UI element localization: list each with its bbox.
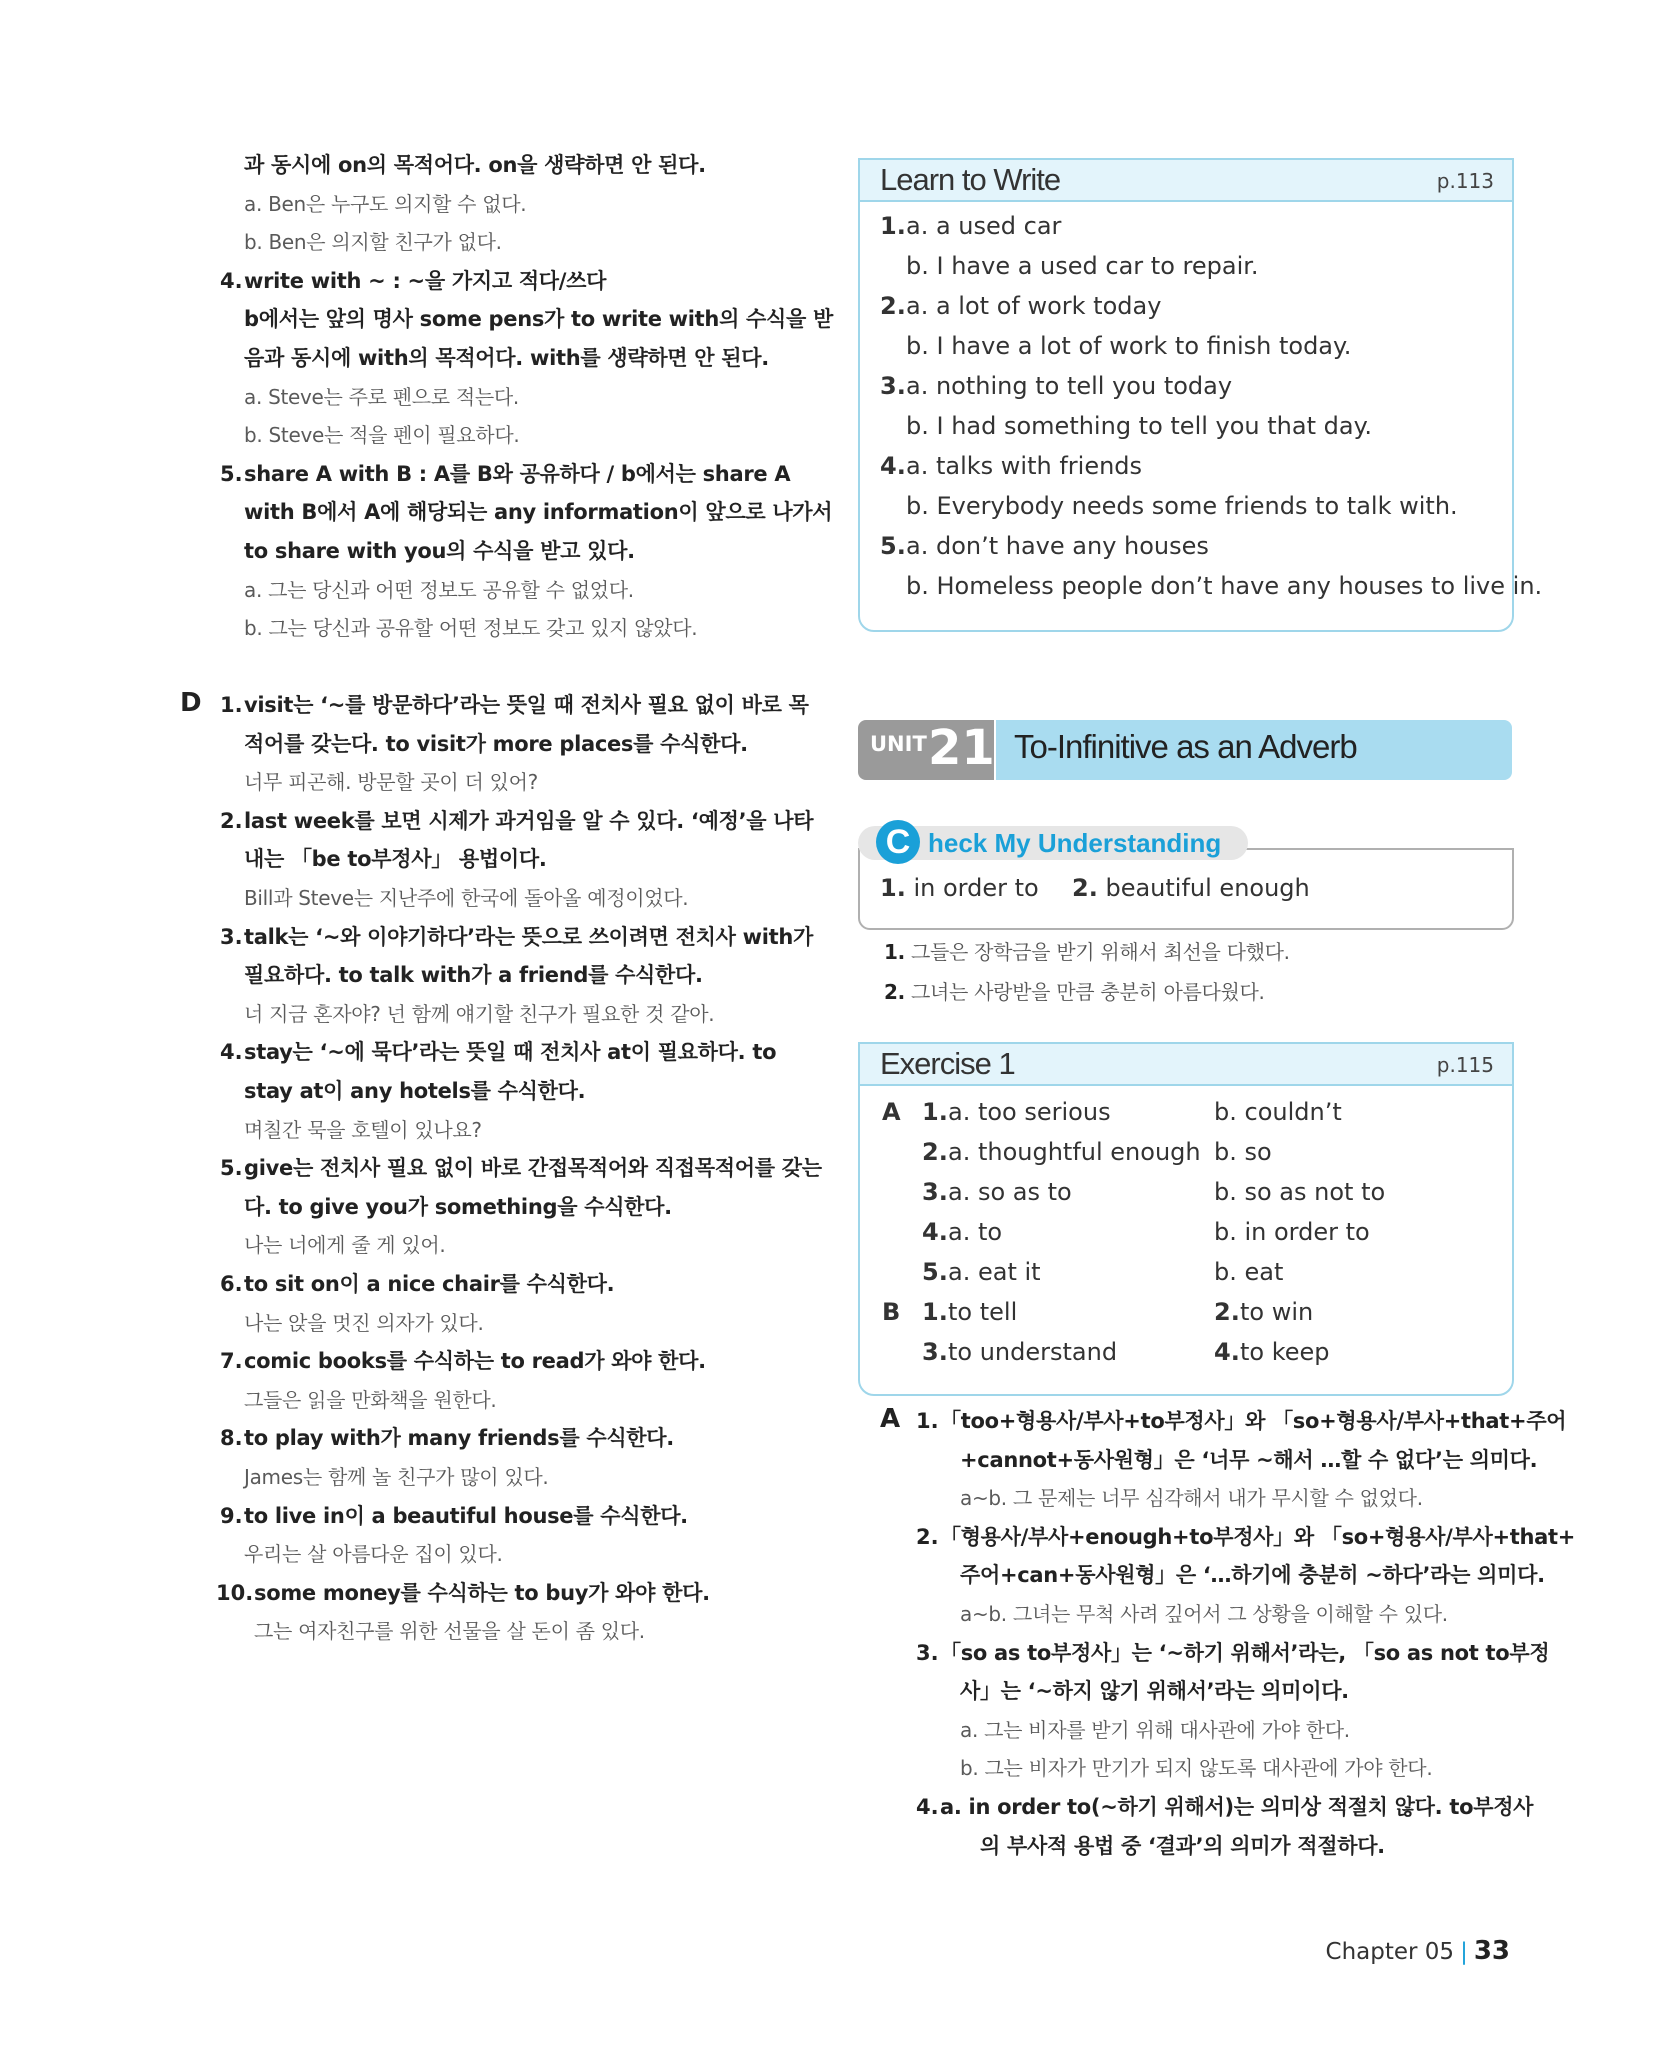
answer-number: 2. xyxy=(922,1138,948,1166)
answer-number: 1. xyxy=(922,1298,948,1326)
explanation-line: stay는 ‘~에 묵다’라는 뜻일 때 전치사 at이 필요하다. to xyxy=(244,1040,777,1065)
unit-number: 21 xyxy=(928,720,995,776)
explanation-line: 너 지금 혼자야? 넌 함께 얘기할 친구가 필요한 것 같아. xyxy=(244,1001,715,1026)
explanation-line: 내는 「be to부정사」 용법이다. xyxy=(244,847,547,872)
answer-number: 2. xyxy=(1214,1298,1240,1326)
answer-line: a. nothing to tell you today xyxy=(906,372,1233,400)
answer-b: b. eat xyxy=(1214,1258,1284,1286)
answer-number: 5. xyxy=(880,532,906,560)
explanation-line: some money를 수식하는 to buy가 와야 한다. xyxy=(254,1580,710,1605)
answer-line: a. a used car xyxy=(906,212,1062,240)
answer-a: to understand xyxy=(948,1338,1118,1366)
answer-line: b. I have a lot of work to finish today. xyxy=(906,332,1352,360)
answer-b: b. in order to xyxy=(1214,1218,1370,1246)
check-c-icon: C xyxy=(876,820,920,864)
explanation-line: b. Steve는 적을 펜이 필요하다. xyxy=(244,423,520,448)
answer-b: b. so xyxy=(1214,1138,1272,1166)
item-number: 9. xyxy=(220,1503,243,1528)
unit-badge xyxy=(858,720,994,780)
explanation-line: b. 그는 비자가 만기가 되지 않도록 대사관에 가야 한다. xyxy=(960,1756,1433,1781)
explanation-line: 우리는 살 아름다운 집이 있다. xyxy=(244,1542,503,1567)
explanation-line: Bill과 Steve는 지난주에 한국에 돌아올 예정이었다. xyxy=(244,886,689,910)
learn-to-write-header xyxy=(860,160,1512,202)
explanation-line: 나는 앉을 멋진 의자가 있다. xyxy=(244,1310,484,1335)
learn-to-write-box xyxy=(858,158,1543,632)
item-number: 5. xyxy=(220,461,243,486)
explanation-line: comic books를 수식하는 to read가 와야 한다. xyxy=(244,1349,706,1374)
exercise-1-box xyxy=(858,1042,1514,1396)
learn-to-write-page-ref: p.113 xyxy=(1436,169,1494,193)
item-number: 4. xyxy=(916,1795,939,1819)
explanation-line: 주어+can+동사원형」은 ‘…하기에 충분히 ~하다’라는 의미다. xyxy=(960,1563,1545,1588)
item-number: 1. xyxy=(220,693,243,717)
item-number: 2. xyxy=(916,1524,939,1549)
item-number: 6. xyxy=(220,1272,243,1296)
explanation-line: a. 그는 비자를 받기 위해 대사관에 가야 한다. xyxy=(960,1717,1350,1742)
answer-line: b. I had something to tell you that day. xyxy=(906,412,1372,440)
learn-to-write-title: Learn to Write xyxy=(880,162,1061,197)
check-understanding-box xyxy=(858,848,1514,930)
explanation-line: a. Ben은 누구도 의지할 수 없다. xyxy=(244,191,527,216)
explanation-line: talk는 ‘~와 이야기하다’라는 뜻으로 쓰이려면 전치사 with가 xyxy=(244,924,813,949)
explanation-line: a. Steve는 주로 펜으로 적는다. xyxy=(244,384,519,409)
unit-heading xyxy=(858,720,1512,780)
answer-number: 2. xyxy=(880,292,906,320)
answer-number: 1. xyxy=(922,1098,948,1126)
explanation-line: 너무 피곤해. 방문할 곳이 더 있어? xyxy=(244,770,538,795)
answer-b: to keep xyxy=(1240,1338,1330,1366)
chapter-label: Chapter 05 xyxy=(1325,1939,1455,1965)
item-number: 1. xyxy=(916,1409,939,1433)
explanation-line: +cannot+동사원형」은 ‘너무 ~해서 …할 수 없다’는 의미다. xyxy=(960,1447,1538,1472)
explanation-line: give는 전치사 필요 없이 바로 간접목적어와 직접목적어를 갖는 xyxy=(244,1156,822,1181)
item-number: 4. xyxy=(220,268,243,293)
answer-number: 4. xyxy=(922,1218,948,1246)
check-understanding-title: heck My Understanding xyxy=(928,828,1222,858)
explanation-line: to share with you의 수식을 받고 있다. xyxy=(244,539,635,563)
check-answer-1: 1. in order to xyxy=(880,874,1039,902)
explanation-line: 사」는 ‘~하지 않기 위해서’라는 의미이다. xyxy=(960,1679,1349,1704)
explanation-line: a. in order to(~하기 위해서)는 의미상 적절치 않다. to부정사 xyxy=(940,1795,1534,1819)
item-number: 4. xyxy=(220,1040,243,1065)
answer-a: a. eat it xyxy=(948,1258,1041,1286)
explanation-line: 그는 여자친구를 위한 선물을 살 돈이 좀 있다. xyxy=(254,1619,645,1644)
answer-a: a. too serious xyxy=(948,1098,1111,1126)
explanation-line: a~b. 그녀는 무척 사려 깊어서 그 상황을 이해할 수 있다. xyxy=(960,1602,1448,1626)
explanation-line: 「too+형용사/부사+to부정사」와 「so+형용사/부사+that+주어 xyxy=(940,1409,1567,1433)
unit-title: To-Infinitive as an Adverb xyxy=(1014,728,1357,765)
answer-line: a. a lot of work today xyxy=(906,292,1162,320)
check-answer-2: 2. beautiful enough xyxy=(1072,874,1310,902)
answer-line: b. Homeless people don’t have any houses to live in. xyxy=(906,572,1543,600)
explanation-line: 그들은 읽을 만화책을 원한다. xyxy=(244,1387,497,1412)
explanation-line: James는 함께 놀 친구가 많이 있다. xyxy=(244,1465,549,1489)
check-understanding-tab xyxy=(858,823,1248,861)
section-label: B xyxy=(882,1298,901,1326)
section-label: A xyxy=(882,1098,901,1126)
explanation-line: a~b. 그 문제는 너무 심각해서 내가 무시할 수 없었다. xyxy=(960,1486,1423,1511)
exercise-1-page-ref: p.115 xyxy=(1436,1053,1494,1077)
answer-a: a. thoughtful enough xyxy=(948,1138,1201,1166)
answer-a: to tell xyxy=(948,1298,1018,1326)
explanation-line: 「so as to부정사」는 ‘~하기 위해서’라는, 「so as not to부정 xyxy=(940,1640,1550,1665)
answer-b: b. couldn’t xyxy=(1214,1098,1342,1126)
explanation-line: 나는 너에게 줄 게 있어. xyxy=(244,1233,446,1258)
answer-number: 1. xyxy=(880,212,906,240)
explanation-line: 필요하다. to talk with가 a friend를 수식한다. xyxy=(244,963,703,988)
explanation-line: share A with B : A를 B와 공유하다 / b에서는 share A xyxy=(244,461,791,486)
item-number: 7. xyxy=(220,1349,243,1374)
section-a-label: A xyxy=(880,1404,901,1434)
explanation-line: last week를 보면 시제가 과거임을 알 수 있다. ‘예정’을 나타 xyxy=(244,808,814,833)
explanation-line: 「형용사/부사+enough+to부정사」와 「so+형용사/부사+that+ xyxy=(940,1524,1576,1549)
item-number: 5. xyxy=(220,1156,243,1181)
explanation-line: stay at이 any hotels를 수식한다. xyxy=(244,1079,586,1103)
item-number: 3. xyxy=(916,1640,939,1665)
item-number: 3. xyxy=(220,924,243,949)
check-note-2: 2. 그녀는 사랑받을 만큼 충분히 아름다웠다. xyxy=(884,980,1265,1004)
explanation-line: 적어를 갖는다. to visit가 more places를 수식한다. xyxy=(244,731,748,756)
explanation-line: 의 부사적 용법 중 ‘결과’의 의미가 적절하다. xyxy=(980,1833,1385,1858)
answer-line: a. don’t have any houses xyxy=(906,532,1209,560)
explanation-line: 과 동시에 on의 목적어다. on을 생략하면 안 된다. xyxy=(244,153,706,177)
explanation-line: to live in이 a beautiful house를 수식한다. xyxy=(244,1503,688,1528)
answer-number: 3. xyxy=(880,372,906,400)
answer-number: 3. xyxy=(922,1178,948,1206)
unit-title-bar xyxy=(996,720,1512,780)
explanation-line: 며칠간 묵을 호텔이 있나요? xyxy=(244,1117,482,1142)
answer-a: a. so as to xyxy=(948,1178,1072,1206)
exercise-1-header xyxy=(860,1044,1512,1086)
explanation-line: visit는 ‘~를 방문하다’라는 뜻일 때 전치사 필요 없이 바로 목 xyxy=(244,693,809,717)
footer-divider: | xyxy=(1460,1939,1468,1965)
item-number: 2. xyxy=(220,808,243,833)
page-number: 33 xyxy=(1473,1936,1510,1966)
explanation-line: with B에서 A에 해당되는 any information이 앞으로 나가서 xyxy=(244,500,833,525)
answer-b: b. so as not to xyxy=(1214,1178,1386,1206)
explanation-line: b에서는 앞의 명사 some pens가 to write with의 수식을 받 xyxy=(244,307,834,332)
answer-number: 4. xyxy=(880,452,906,480)
answer-number: 5. xyxy=(922,1258,948,1286)
answer-line: a. talks with friends xyxy=(906,452,1143,480)
page-footer xyxy=(1326,1936,1510,1966)
explanation-line: b. 그는 당신과 공유할 어떤 정보도 갖고 있지 않았다. xyxy=(244,616,698,641)
answer-a: a. to xyxy=(948,1218,1003,1246)
answer-line: b. Everybody needs some friends to talk with. xyxy=(906,492,1458,520)
unit-word: UNIT xyxy=(870,732,927,756)
section-d-label: D xyxy=(180,688,202,718)
explanation-line: to sit on이 a nice chair를 수식한다. xyxy=(244,1272,615,1296)
item-number: 8. xyxy=(220,1426,243,1451)
explanation-line: 다. to give you가 something을 수식한다. xyxy=(244,1194,672,1219)
answer-number: 3. xyxy=(922,1338,948,1366)
item-number: 10. xyxy=(216,1580,254,1605)
check-note-1: 1. 그들은 장학금을 받기 위해서 최선을 다했다. xyxy=(884,940,1290,964)
explanation-line: a. 그는 당신과 어떤 정보도 공유할 수 없었다. xyxy=(244,577,634,602)
explanation-line: b. Ben은 의지할 친구가 없다. xyxy=(244,230,502,255)
explanation-line: 음과 동시에 with의 목적어다. with를 생략하면 안 된다. xyxy=(244,346,769,370)
exercise-1-title: Exercise 1 xyxy=(880,1046,1015,1081)
answer-number: 4. xyxy=(1214,1338,1240,1366)
answer-b: to win xyxy=(1240,1298,1314,1326)
explanation-line: to play with가 many friends를 수식한다. xyxy=(244,1426,674,1451)
answer-line: b. I have a used car to repair. xyxy=(906,252,1259,280)
explanation-line: write with ~ : ~을 가지고 적다/쓰다 xyxy=(244,268,607,293)
